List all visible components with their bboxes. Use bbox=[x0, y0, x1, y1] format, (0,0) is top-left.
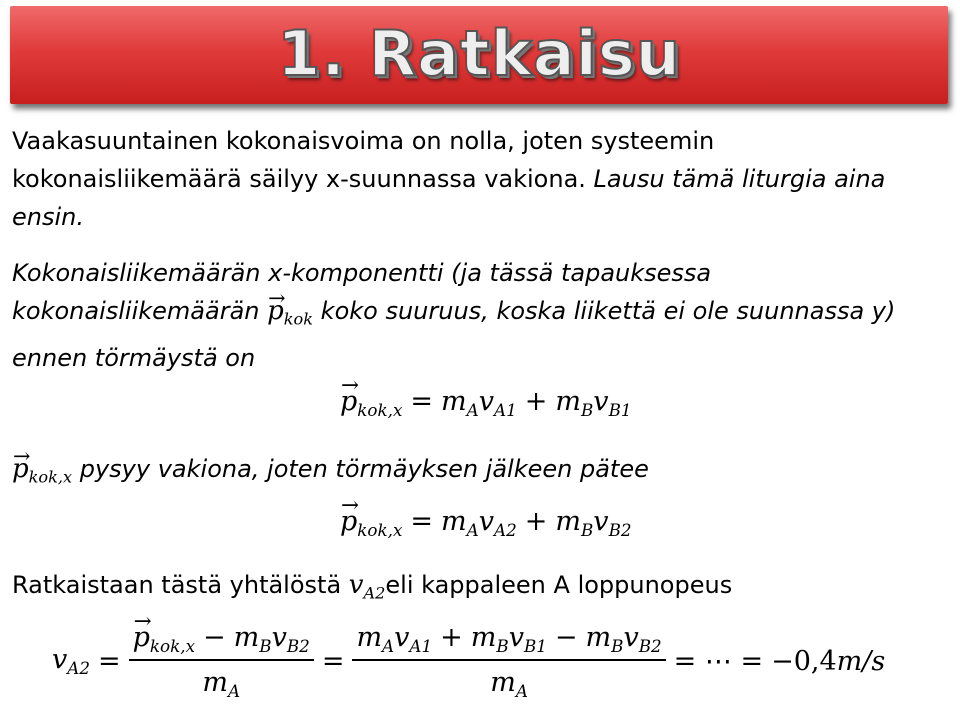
intro-line-3: ensin. bbox=[12, 203, 84, 231]
component-line-3: ennen törmäystä on bbox=[12, 343, 256, 372]
p-kok-symbol: → $p_{kok}$ bbox=[267, 296, 313, 326]
liturgy-note: Lausu tämä liturgia aina bbox=[593, 165, 886, 193]
p-kokx-symbol: → $p_{kok,x}$ bbox=[12, 454, 72, 484]
equation-after-collision: → $p_{kok,x} = m_Av_{A2} + m_Bv_{B2}$ bbox=[340, 506, 632, 540]
intro-line-2: kokonaisliikemäärä säilyy x-suunnassa vakiona. Lausu tämä liturgia aina bbox=[12, 165, 886, 193]
intro-line-1: Vaakasuuntainen kokonaisvoima on nolla, joten systeemin bbox=[12, 127, 715, 155]
component-paragraph bbox=[12, 254, 947, 377]
component-line-1: Kokonaisliikemäärän x-komponentti (ja tässä tapauksessa bbox=[12, 259, 712, 287]
slide-title: 1. Ratkaisu bbox=[277, 17, 681, 90]
component-line-2: kokonaisliikemäärän → $p_{kok}$ koko suuruus, koska liikettä ei ole suunnassa y) bbox=[12, 292, 947, 339]
final-equation: $v_{A2}$ = → $\frac{p_{kok,x} - m_Bv_{B2}}{m_A}$ = $\frac{m_Av_{A1} + m_Bv_{B1} - m_Bv_{B2}}{m_A}$ = ⋯ = −0,4m/s bbox=[52, 622, 885, 701]
result-value: −0,4m/s bbox=[771, 645, 886, 677]
title-banner bbox=[10, 6, 948, 104]
constant-paragraph: → $p_{kok,x}$ pysyy vakiona, joten törmäyksen jälkeen pätee bbox=[12, 450, 947, 497]
fraction-1: → $\frac{p_{kok,x} - m_Bv_{B2}}{m_A}$ bbox=[129, 622, 314, 701]
v-a2-symbol: $v_{A2}$ bbox=[348, 570, 386, 603]
fraction-2: $\frac{m_Av_{A1} + m_Bv_{B1} - m_Bv_{B2}}{m_A}$ bbox=[352, 622, 665, 701]
solve-paragraph: Ratkaistaan tästä yhtälöstä $v_{A2}eli$ kappaleen A loppunopeus bbox=[12, 570, 733, 603]
intro-paragraph bbox=[12, 122, 947, 236]
equation-before-collision: → $p_{kok,x} = m_Av_{A1} + m_Bv_{B1}$ bbox=[340, 386, 632, 420]
